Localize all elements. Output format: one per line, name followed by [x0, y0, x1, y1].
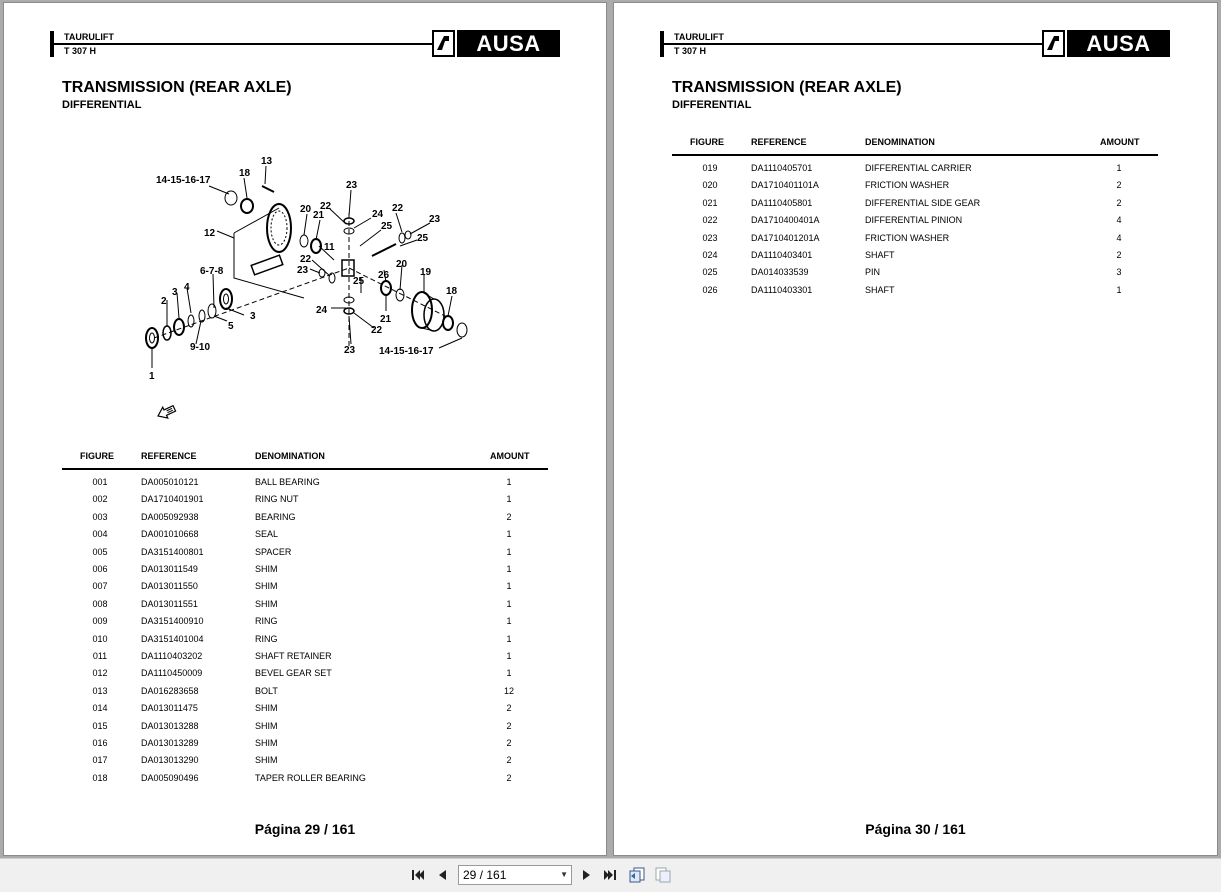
cell-figure: 026	[702, 284, 718, 295]
table-row	[62, 773, 548, 787]
cell-reference: DA1710401201A	[751, 232, 820, 243]
col-denomination: DENOMINATION	[255, 451, 325, 461]
cell-denomination: RING	[255, 633, 278, 644]
cell-denomination: SHIM	[255, 581, 278, 592]
cell-reference: DA1710401901	[141, 494, 204, 505]
table-row	[62, 494, 548, 508]
cell-reference: DA005090496	[141, 772, 199, 783]
table-row	[62, 599, 548, 613]
cell-reference: DA1110403301	[751, 284, 813, 295]
table-row	[672, 180, 1158, 194]
page-number-select[interactable]	[458, 865, 572, 885]
viewer-toolbar	[0, 858, 1221, 892]
cell-amount: 3	[1116, 267, 1122, 278]
table-row	[672, 163, 1158, 177]
cell-amount: 1	[506, 581, 512, 592]
cell-reference: DA1110405701	[751, 163, 813, 173]
direction-arrow-icon	[155, 403, 176, 421]
diagram-label: 18	[446, 286, 458, 297]
table-row	[62, 686, 548, 700]
last-page-icon[interactable]	[600, 865, 620, 885]
cell-denomination: SEAL	[255, 529, 279, 540]
diagram-label: 23	[297, 265, 309, 276]
col-denomination: DENOMINATION	[865, 137, 935, 147]
cell-reference: DA016283658	[141, 685, 199, 696]
parts-table-header	[62, 451, 548, 465]
cell-reference: DA1110403401	[751, 250, 813, 260]
diagram-label: 2	[161, 296, 167, 307]
first-page-icon[interactable]	[408, 865, 428, 885]
diagram-label: 9-10	[190, 342, 211, 353]
diagram-label: 14-15-16-17	[379, 346, 434, 357]
cell-denomination: SPACER	[255, 546, 292, 557]
diagram-label: 24	[372, 209, 384, 220]
cell-amount: 2	[506, 720, 512, 731]
table-row	[62, 477, 548, 491]
cell-denomination: PIN	[865, 267, 881, 278]
diagram-label: 11	[324, 242, 335, 253]
cell-amount: 2	[506, 511, 512, 522]
table-row	[672, 233, 1158, 247]
document-page-right	[613, 2, 1218, 856]
diagram-label: 22	[371, 325, 383, 336]
cell-amount: 1	[1116, 284, 1122, 295]
cell-reference: DA013013289	[141, 738, 199, 748]
diagram-label: 25	[381, 221, 393, 232]
cell-figure: 012	[92, 668, 108, 679]
cell-figure: 014	[92, 703, 108, 714]
cell-figure: 025	[702, 267, 718, 278]
cell-reference: DA013011549	[141, 564, 198, 574]
ausa-logo	[432, 30, 560, 57]
diagram-label: 20	[300, 204, 312, 215]
cell-amount: 2	[1116, 250, 1122, 260]
col-figure: FIGURE	[80, 451, 115, 461]
diagram-label: 6-7-8	[200, 266, 224, 277]
cell-amount: 1	[506, 529, 512, 540]
cell-amount: 1	[1116, 163, 1122, 173]
cell-reference: DA3151401004	[141, 633, 204, 644]
diagram-label: 12	[204, 228, 216, 239]
col-reference: REFERENCE	[141, 451, 197, 461]
cell-denomination: DIFFERENTIAL PINION	[865, 215, 963, 226]
parts-table-header	[672, 137, 1158, 151]
page-subtitle: DIFFERENTIAL	[62, 99, 142, 111]
cell-reference: DA005092938	[141, 511, 199, 522]
table-row	[62, 755, 548, 769]
diagram-label: 23	[346, 180, 358, 191]
diagram-label: 19	[420, 267, 432, 278]
cell-amount: 1	[506, 598, 512, 609]
table-row	[62, 721, 548, 735]
cell-figure: 009	[92, 616, 108, 627]
cell-figure: 020	[702, 180, 718, 191]
table-row	[672, 285, 1158, 299]
cell-figure: 003	[92, 511, 108, 522]
parts-table-rule	[672, 154, 1158, 156]
col-amount: AMOUNT	[1100, 137, 1140, 147]
table-row	[672, 250, 1158, 264]
cell-denomination: SHIM	[255, 755, 278, 766]
cell-figure: 011	[92, 651, 108, 661]
cell-figure: 002	[92, 494, 108, 505]
cell-figure: 016	[92, 738, 108, 748]
page-number: Página 30 / 161	[865, 821, 966, 837]
header-rule	[54, 43, 442, 45]
diagram-label: 13	[261, 156, 273, 167]
col-figure: FIGURE	[690, 137, 725, 147]
parts-table	[672, 163, 1158, 313]
diagram-label: 21	[313, 210, 325, 221]
cell-amount: 1	[506, 651, 512, 661]
cell-reference: DA1710401101A	[751, 180, 819, 191]
cell-figure: 004	[92, 529, 108, 540]
cell-denomination: DIFFERENTIAL CARRIER	[865, 163, 972, 173]
diagram-label: 1	[149, 371, 155, 382]
table-row	[62, 564, 548, 578]
table-row	[672, 267, 1158, 281]
cell-denomination: SHAFT RETAINER	[255, 651, 332, 661]
page-number-value: 29 / 161	[463, 868, 507, 882]
diagram-label: 3	[172, 287, 178, 298]
chevron-down-icon: ▼	[560, 870, 568, 879]
cell-amount: 1	[506, 668, 512, 679]
cell-reference: DA013011551	[141, 598, 198, 609]
cell-figure: 013	[92, 685, 108, 696]
table-row	[672, 215, 1158, 229]
cell-denomination: BEARING	[255, 511, 296, 522]
cell-reference: DA001010668	[141, 529, 199, 540]
parts-table	[62, 477, 548, 797]
cell-figure: 010	[92, 633, 108, 644]
header-brand: TAURULIFT	[64, 32, 114, 42]
cell-denomination: SHIM	[255, 564, 278, 574]
cell-reference: DA1110450009	[141, 668, 203, 679]
cell-denomination: RING	[255, 616, 278, 627]
diagram-label: 20	[396, 259, 408, 270]
cell-figure: 018	[92, 772, 108, 783]
cell-figure: 023	[702, 232, 718, 243]
table-row	[62, 634, 548, 648]
cell-denomination: BOLT	[255, 685, 278, 696]
table-row	[62, 616, 548, 630]
cell-figure: 006	[92, 564, 108, 574]
diagram-label: 21	[380, 314, 392, 325]
next-page-icon[interactable]	[576, 865, 596, 885]
cell-amount: 12	[503, 685, 514, 696]
cell-figure: 001	[92, 477, 108, 487]
exploded-parts-diagram	[134, 148, 479, 438]
diagram-label: 25	[353, 276, 365, 287]
cell-amount: 1	[506, 477, 512, 487]
col-reference: REFERENCE	[751, 137, 807, 147]
diagram-label: 26	[378, 270, 390, 281]
logo-text: AUSA	[457, 30, 560, 57]
cell-reference: DA013013288	[141, 720, 199, 731]
cell-denomination: BALL BEARING	[255, 477, 320, 487]
table-row	[62, 512, 548, 526]
go-forward-icon[interactable]	[653, 865, 673, 885]
diagram-label: 23	[344, 345, 356, 356]
cell-denomination: SHIM	[255, 703, 278, 714]
cell-figure: 019	[702, 163, 718, 173]
cell-figure: 015	[92, 720, 108, 731]
cell-amount: 2	[506, 755, 512, 766]
diagram-label: 24	[316, 305, 328, 316]
cell-figure: 022	[702, 215, 718, 226]
header-model: T 307 H	[64, 46, 97, 56]
ausa-logo	[1042, 30, 1170, 57]
col-amount: AMOUNT	[490, 451, 530, 461]
cell-amount: 1	[506, 616, 512, 627]
diagram-label: 14-15-16-17	[156, 175, 211, 186]
page-subtitle: DIFFERENTIAL	[672, 99, 752, 111]
diagram-label: 3	[250, 311, 256, 322]
cell-figure: 024	[702, 250, 718, 260]
cell-denomination: FRICTION WASHER	[865, 232, 950, 243]
cell-amount: 1	[506, 546, 512, 557]
cell-denomination: FRICTION WASHER	[865, 180, 950, 191]
cell-amount: 1	[506, 494, 512, 505]
cell-reference: DA1110405801	[751, 197, 813, 208]
cell-figure: 021	[702, 197, 718, 208]
cell-figure: 017	[92, 755, 108, 766]
table-row	[62, 668, 548, 682]
cell-denomination: SHAFT	[865, 250, 895, 260]
cell-denomination: TAPER ROLLER BEARING	[255, 772, 366, 783]
cell-reference: DA013011475	[141, 703, 198, 714]
diagram-label: 25	[417, 233, 429, 244]
diagram-label: 22	[300, 254, 312, 265]
logo-text: AUSA	[1067, 30, 1170, 57]
diagram-label: 18	[239, 168, 251, 179]
logo-emblem-icon	[1042, 30, 1065, 57]
cell-figure: 007	[92, 581, 108, 592]
cell-amount: 4	[1116, 215, 1122, 226]
cell-figure: 008	[92, 598, 108, 609]
diagram-label: 22	[392, 203, 404, 214]
header-rule	[664, 43, 1052, 45]
cell-denomination: SHIM	[255, 738, 278, 748]
page-title: TRANSMISSION (REAR AXLE)	[672, 79, 902, 96]
cell-reference: DA3151400801	[141, 546, 204, 557]
diagram-label: 23	[429, 214, 441, 225]
cell-amount: 2	[506, 738, 512, 748]
table-row	[672, 198, 1158, 212]
cell-reference: DA005010121	[141, 477, 199, 487]
header-model: T 307 H	[674, 46, 707, 56]
diagram-label: 22	[320, 201, 332, 212]
cell-denomination: RING NUT	[255, 494, 299, 505]
parts-table-rule	[62, 468, 548, 470]
cell-amount: 1	[506, 564, 512, 574]
cell-amount: 2	[1116, 197, 1122, 208]
cell-amount: 2	[1116, 180, 1122, 191]
cell-denomination: DIFFERENTIAL SIDE GEAR	[865, 197, 981, 208]
diagram-label: 5	[228, 321, 234, 332]
cell-denomination: SHIM	[255, 720, 278, 731]
table-row	[62, 547, 548, 561]
page-title: TRANSMISSION (REAR AXLE)	[62, 79, 292, 96]
go-back-icon[interactable]	[627, 865, 647, 885]
logo-emblem-icon	[432, 30, 455, 57]
cell-figure: 005	[92, 546, 108, 557]
cell-amount: 1	[506, 633, 512, 644]
cell-denomination: SHAFT	[865, 284, 895, 295]
cell-denomination: SHIM	[255, 598, 278, 609]
table-row	[62, 581, 548, 595]
table-row	[62, 651, 548, 665]
table-row	[62, 703, 548, 717]
cell-reference: DA3151400910	[141, 616, 204, 627]
cell-reference: DA013011550	[141, 581, 198, 592]
diagram-label: 4	[184, 282, 190, 293]
table-row	[62, 529, 548, 543]
header-brand: TAURULIFT	[674, 32, 724, 42]
page-number: Página 29 / 161	[254, 821, 356, 837]
cell-reference: DA013013290	[141, 755, 199, 766]
cell-reference: DA1710400401A	[751, 215, 820, 226]
table-row	[62, 738, 548, 752]
cell-reference: DA014033539	[751, 267, 809, 278]
document-page-left	[3, 2, 607, 856]
cell-reference: DA1110403202	[141, 651, 203, 661]
cell-amount: 2	[506, 703, 512, 714]
cell-amount: 2	[506, 772, 512, 783]
prev-page-icon[interactable]	[433, 865, 453, 885]
cell-denomination: BEVEL GEAR SET	[255, 668, 332, 679]
cell-amount: 4	[1116, 232, 1122, 243]
